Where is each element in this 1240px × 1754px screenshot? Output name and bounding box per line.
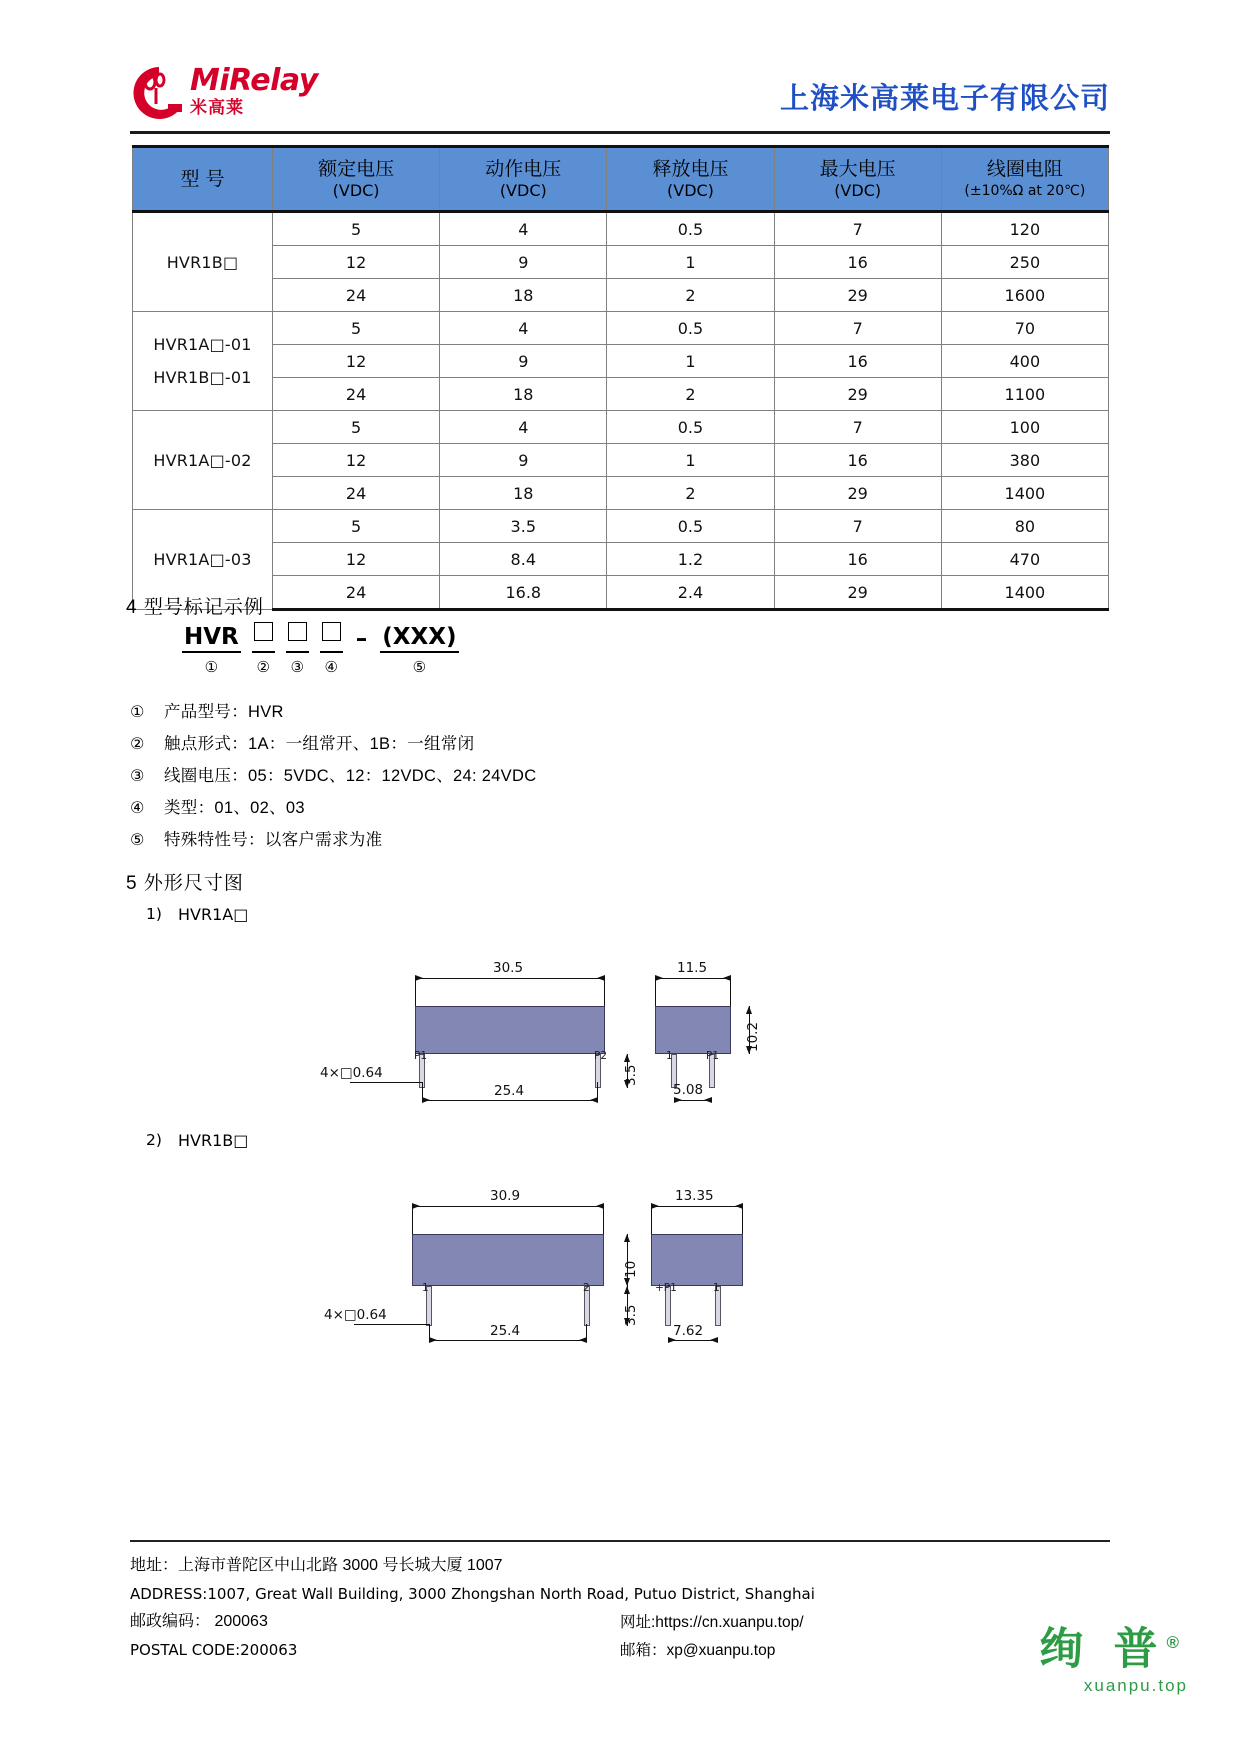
s2-ext-r <box>742 1206 743 1234</box>
registered-mark-icon: ® <box>1166 1633 1188 1653</box>
cell-max: 16 <box>774 345 941 378</box>
cell-pickup: 8.4 <box>440 543 607 576</box>
model-cell <box>133 312 273 411</box>
legend-marker: ② <box>130 736 145 753</box>
model-cell <box>133 212 273 312</box>
cell-pickup: 18 <box>440 378 607 411</box>
code-seg-4 <box>320 622 343 676</box>
legend-text: 线圈电压：05：5VDC、12：12VDC、24: 24VDC <box>164 767 537 785</box>
table-row <box>133 576 1109 610</box>
cell-max: 7 <box>774 411 941 444</box>
dim2-pitch-label: 25.4 <box>490 1323 521 1339</box>
logo-en-text: MiRelay <box>190 63 318 98</box>
cell-coil: 470 <box>941 543 1108 576</box>
cell-pickup: 18 <box>440 279 607 312</box>
s2-arrow-l <box>651 1203 659 1209</box>
xuanpu-watermark <box>1039 1619 1188 1696</box>
table-row <box>133 543 1109 576</box>
model-cell <box>133 411 273 510</box>
header-label: 最大电压 <box>819 157 896 180</box>
table-body <box>133 212 1109 610</box>
footer-address-cn: 地址：上海市普陀区中山北路 3000 号长城大厦 1007 <box>130 1557 503 1574</box>
table-row <box>133 444 1109 477</box>
side2-dim-line-width <box>651 1206 743 1207</box>
drawing-1-name: HVR1A□ <box>178 905 249 924</box>
hvr1b-front-view <box>324 1178 604 1339</box>
cell-release: 1.2 <box>607 543 774 576</box>
header-unit: (VDC) <box>332 180 380 200</box>
cell-release: 1 <box>607 345 774 378</box>
ext-line-l <box>415 978 416 1006</box>
footer-right-block <box>620 1609 804 1665</box>
cell-rated: 24 <box>273 279 440 312</box>
footer-postal-cn: 邮政编码： 200063 <box>130 1613 268 1630</box>
legend-marker: ④ <box>130 800 145 817</box>
pitch-arrow-l <box>422 1097 430 1103</box>
side-dim-width-label: 11.5 <box>677 960 708 976</box>
hvr1a-front-view <box>320 950 608 1099</box>
cell-max: 29 <box>774 279 941 312</box>
table-row <box>133 345 1109 378</box>
drawing-2-index: 2) <box>146 1131 162 1149</box>
drawing-2-name: HVR1B□ <box>178 1131 249 1150</box>
table-row <box>133 510 1109 543</box>
legend-text: 触点形式：1A：一组常开、1B：一组常闭 <box>164 735 475 753</box>
cell-max: 7 <box>774 510 941 543</box>
dim-line-width <box>415 978 605 979</box>
pitch-ext-l <box>422 1082 423 1101</box>
h2-arrow-up <box>624 1234 630 1242</box>
side2-dim-lead-label: 3.5 <box>623 1304 639 1326</box>
cell-coil: 250 <box>941 246 1108 279</box>
table-header-cell-0 <box>133 147 273 212</box>
table-header-cell-1 <box>273 147 440 212</box>
code-box-icon-3 <box>288 622 307 641</box>
dim-arrow-left <box>415 975 423 981</box>
watermark-text: 绚 普® <box>1039 1625 1188 1674</box>
watermark-url: xuanpu.top <box>1083 1676 1188 1695</box>
header-label: 型 号 <box>180 167 225 190</box>
pin2-label-left: 1 <box>422 1282 429 1294</box>
header-divider <box>130 131 1110 134</box>
cell-rated: 5 <box>273 510 440 543</box>
cell-pickup: 9 <box>440 444 607 477</box>
legend-text: 特殊特性号：以客户需求为准 <box>164 831 383 849</box>
code-marker-5: ⑤ <box>412 658 427 676</box>
footer-divider <box>130 1540 1110 1542</box>
model-name-alt: HVR1B□-01 <box>153 368 252 387</box>
cell-rated: 24 <box>273 378 440 411</box>
table-header-cell-3 <box>607 147 774 212</box>
cell-release: 2 <box>607 477 774 510</box>
code-seg-prefix <box>182 624 241 676</box>
dim-pitch-label: 25.4 <box>494 1083 525 1099</box>
cell-release: 1 <box>607 444 774 477</box>
cell-coil: 70 <box>941 312 1108 345</box>
side2-pin-label-left: +P1 <box>655 1282 677 1294</box>
relay-body-2 <box>412 1234 604 1286</box>
cell-pickup: 18 <box>440 477 607 510</box>
sp2-arrow-r <box>710 1337 718 1343</box>
footer-address-en: ADDRESS:1007, Great Wall Building, 3000 Zhongshan North Road, Putuo District, Shanghai <box>130 1585 815 1603</box>
side-ext-r <box>730 978 731 1006</box>
cell-pickup: 4 <box>440 212 607 246</box>
lead-arrow-up <box>624 1054 630 1062</box>
footer-website[interactable]: 网址:https://cn.xuanpu.top/ <box>620 1614 804 1631</box>
code-marker-4: ④ <box>324 658 338 676</box>
side-dim-lead-label: 3.5 <box>623 1064 639 1086</box>
cell-coil: 1600 <box>941 279 1108 312</box>
code-box-icon-2 <box>254 622 273 641</box>
section-5-title: 5 外形尺寸图 <box>126 873 244 894</box>
dim2-line-pitch <box>429 1340 587 1341</box>
table-row <box>133 212 1109 246</box>
cell-pickup: 3.5 <box>440 510 607 543</box>
cell-rated: 12 <box>273 444 440 477</box>
code-prefix: HVR <box>182 624 241 653</box>
model-name: HVR1A□-02 <box>153 450 252 470</box>
code-marker-2: ② <box>256 658 270 676</box>
sp-arrow-r <box>704 1097 712 1103</box>
cell-max: 29 <box>774 477 941 510</box>
cell-max: 7 <box>774 212 941 246</box>
pin-label-left: P1 <box>414 1050 428 1062</box>
cell-coil: 80 <box>941 510 1108 543</box>
h-arrow-up <box>746 1006 752 1014</box>
table-header-row <box>133 147 1109 212</box>
h2-arrow-down <box>624 1278 630 1286</box>
logo-wordmark <box>190 63 318 118</box>
cell-max: 29 <box>774 378 941 411</box>
table-header-cell-4 <box>774 147 941 212</box>
table-row <box>133 411 1109 444</box>
model-code-legend <box>130 701 830 861</box>
legend-item-1 <box>130 701 830 724</box>
relay-body-side <box>655 1006 731 1054</box>
legend-marker: ③ <box>130 768 145 785</box>
dim-width-label: 30.5 <box>493 960 524 976</box>
dim2-ext-r <box>603 1206 604 1234</box>
cell-rated: 12 <box>273 345 440 378</box>
company-name: 上海米高莱电子有限公司 <box>779 81 1110 115</box>
table-row <box>133 477 1109 510</box>
cell-rated: 24 <box>273 576 440 610</box>
p2-arrow-l <box>429 1337 437 1343</box>
cell-release: 0.5 <box>607 411 774 444</box>
side2-pin-label-right: 1 <box>713 1282 720 1294</box>
cell-coil: 100 <box>941 411 1108 444</box>
cell-coil: 400 <box>941 345 1108 378</box>
code-marker-1: ① <box>204 658 219 676</box>
code-seg-suffix <box>380 624 458 676</box>
legend-text: 产品型号：HVR <box>164 703 284 721</box>
cell-max: 16 <box>774 246 941 279</box>
cell-coil: 1400 <box>941 477 1108 510</box>
legend-item-4 <box>130 797 830 820</box>
legend-item-2 <box>130 733 830 756</box>
side-pin-label-left: 1 <box>666 1050 673 1062</box>
cell-rated: 5 <box>273 312 440 345</box>
table-header-cell-2 <box>440 147 607 212</box>
cell-pickup: 9 <box>440 246 607 279</box>
mirelay-logo-icon <box>130 64 188 122</box>
drawing-1-index: 1) <box>146 905 162 923</box>
header-unit: (VDC) <box>834 180 882 200</box>
table-header-cell-5 <box>941 147 1108 212</box>
header-unit: (VDC) <box>667 180 714 200</box>
cell-rated: 5 <box>273 212 440 246</box>
header-label: 释放电压 <box>652 157 729 180</box>
header-label: 额定电压 <box>318 157 395 180</box>
cell-rated: 12 <box>273 246 440 279</box>
cell-release: 2.4 <box>607 576 774 610</box>
side-dim-pitch-label: 5.08 <box>673 1082 704 1098</box>
code-seg-dash <box>354 626 370 676</box>
ext-line-r <box>604 978 605 1006</box>
pitch-ext-r <box>597 1082 598 1101</box>
side-arrow-l <box>655 975 663 981</box>
cell-pickup: 4 <box>440 411 607 444</box>
table-row <box>133 312 1109 345</box>
header-unit: (VDC) <box>499 180 547 200</box>
table-row <box>133 378 1109 411</box>
hvr1a-side-view <box>623 950 761 1098</box>
model-code-diagram <box>182 622 457 684</box>
dim2-width-label: 30.9 <box>490 1188 521 1204</box>
model-name: HVR1A□-03 <box>153 550 252 569</box>
cell-rated: 24 <box>273 477 440 510</box>
dim-line-pitch <box>422 1100 598 1101</box>
legend-marker: ⑤ <box>130 832 145 849</box>
s2-ext-l <box>651 1206 652 1234</box>
dim2-ext-l <box>412 1206 413 1234</box>
cell-coil: 380 <box>941 444 1108 477</box>
coil-spec-table <box>132 145 1109 611</box>
pin2-label-right: 2 <box>583 1282 590 1294</box>
l2-arrow-up <box>624 1286 630 1294</box>
cell-release: 2 <box>607 279 774 312</box>
logo-cn-text: 米高莱 <box>190 98 244 117</box>
code-marker-3: ③ <box>290 658 304 676</box>
cell-release: 0.5 <box>607 510 774 543</box>
cell-rated: 12 <box>273 543 440 576</box>
code-suffix: (XXX) <box>380 624 458 653</box>
side2-dim-width-label: 13.35 <box>675 1188 714 1204</box>
legend-item-5 <box>130 829 830 852</box>
relay-body <box>415 1006 605 1054</box>
p2-ext-r <box>586 1324 587 1341</box>
footer-email[interactable]: 邮箱：xp@xuanpu.top <box>620 1642 776 1659</box>
hvr1b-side-view <box>623 1178 743 1339</box>
cell-release: 0.5 <box>607 212 774 246</box>
pinspec-leader <box>350 1082 422 1083</box>
cell-max: 7 <box>774 312 941 345</box>
legend-marker: ① <box>130 704 145 721</box>
cell-coil: 120 <box>941 212 1108 246</box>
side-ext-l <box>655 978 656 1006</box>
side-dim-height-label: 10.2 <box>745 1021 761 1052</box>
legend-text: 类型：01、02、03 <box>164 799 305 817</box>
page-header <box>130 62 1110 134</box>
code-seg-3 <box>286 622 309 676</box>
model-name: HVR1B□ <box>166 252 239 272</box>
cell-pickup: 16.8 <box>440 576 607 610</box>
code-dash: – <box>355 626 368 652</box>
table-row <box>133 279 1109 312</box>
cell-release: 2 <box>607 378 774 411</box>
cell-pickup: 9 <box>440 345 607 378</box>
footer-postal-en: POSTAL CODE:200063 <box>130 1641 298 1659</box>
cell-release: 1 <box>607 246 774 279</box>
pin-label-right: P2 <box>594 1050 608 1062</box>
header-label: 线圈电阻 <box>986 157 1063 180</box>
legend-item-3 <box>130 765 830 788</box>
header-unit: (±10%Ω at 20℃) <box>964 182 1086 199</box>
pin-spec2-label: 4×□0.64 <box>324 1307 387 1323</box>
dim2-line-width <box>412 1206 604 1207</box>
relay-body-side-2 <box>651 1234 743 1286</box>
cell-coil: 1400 <box>941 576 1108 610</box>
cell-pickup: 4 <box>440 312 607 345</box>
cell-max: 29 <box>774 576 941 610</box>
table-row <box>133 246 1109 279</box>
code-seg-2 <box>252 622 275 676</box>
cell-rated: 5 <box>273 411 440 444</box>
side2-dim-pitch-label: 7.62 <box>673 1323 704 1339</box>
dim2-arrow-l <box>412 1203 420 1209</box>
section-4-title: 4 型号标记示例 <box>126 597 264 618</box>
side-dim-line-width <box>655 978 731 979</box>
cell-max: 16 <box>774 543 941 576</box>
side-pin-label-right: P1 <box>706 1050 720 1062</box>
model-name: HVR1A□-01 <box>153 335 252 354</box>
p2-ext-l <box>429 1324 430 1341</box>
header-label: 动作电压 <box>485 157 562 180</box>
side2-dim-height-label: 10 <box>623 1260 639 1278</box>
pin-spec-label: 4×□0.64 <box>320 1065 383 1081</box>
code-box-icon-4 <box>322 622 341 641</box>
cell-max: 16 <box>774 444 941 477</box>
pinspec2-leader <box>354 1324 429 1325</box>
cell-release: 0.5 <box>607 312 774 345</box>
cell-coil: 1100 <box>941 378 1108 411</box>
mirelay-logo <box>130 62 430 124</box>
